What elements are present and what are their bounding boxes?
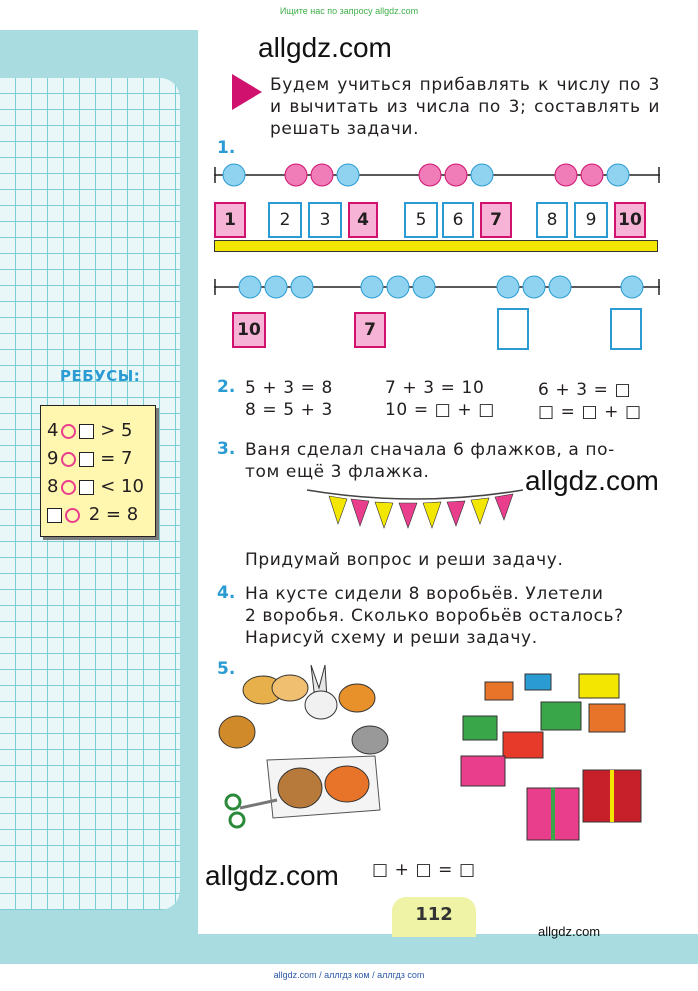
number-box: 10 (614, 202, 646, 238)
number-box: 5 (404, 202, 438, 238)
watermark: allgdz.com (205, 860, 339, 891)
task-number: 2. (217, 377, 236, 397)
rebus-line: 2 = 8 (47, 504, 138, 525)
rebus-box (40, 405, 156, 537)
bead (265, 276, 287, 298)
watermark: allgdz.com (258, 32, 392, 63)
bead (419, 164, 441, 186)
bead (223, 164, 245, 186)
watermark: allgdz.com (525, 465, 659, 496)
task5-equation: □ + □ = □ (372, 860, 476, 880)
empty-answer-box[interactable] (497, 308, 529, 350)
bead (291, 276, 313, 298)
number-box: 4 (348, 202, 378, 238)
bead-line-top (212, 160, 664, 192)
circle-icon (61, 424, 76, 439)
bead (387, 276, 409, 298)
footer-note: allgdz.com / аллгдз ком / аллгдз com (273, 970, 425, 980)
bead (549, 276, 571, 298)
rebus-line: 8 < 10 (47, 476, 144, 497)
rebus-title: РЕБУСЫ: (60, 367, 141, 385)
equation-column: 7 + 3 = 10 10 = □ + □ (385, 378, 495, 420)
task-number: 1. (217, 138, 236, 158)
bead (337, 164, 359, 186)
bead (523, 276, 545, 298)
bead (445, 164, 467, 186)
bead (413, 276, 435, 298)
number-box: 6 (442, 202, 474, 238)
square-icon (47, 508, 62, 523)
bead (607, 164, 629, 186)
gifts-illustration (455, 660, 655, 845)
bead-line-bottom (212, 272, 664, 304)
answer-box: 10 (232, 312, 266, 348)
page-number: 112 (392, 897, 476, 937)
bead (497, 276, 519, 298)
answer-box: 7 (354, 312, 386, 348)
task-question: Придумай вопрос и реши задачу. (245, 550, 564, 570)
number-box: 1 (214, 202, 246, 238)
number-box: 2 (268, 202, 302, 238)
number-box: 3 (308, 202, 342, 238)
play-triangle-icon (230, 72, 264, 112)
task-text: Ваня сделал сначала 6 флажков, а по- том ещё 3 флажка. (245, 440, 615, 482)
square-icon (79, 424, 94, 439)
circle-icon (65, 508, 80, 523)
equation-column: 5 + 3 = 8 8 = 5 + 3 (245, 378, 333, 420)
bead (471, 164, 493, 186)
circle-icon (61, 480, 76, 495)
bead (239, 276, 261, 298)
bead (311, 164, 333, 186)
number-box: 9 (574, 202, 608, 238)
bead (361, 276, 383, 298)
footer-site: allgdz.com (538, 924, 601, 939)
bead (581, 164, 603, 186)
task-number: 3. (217, 439, 236, 459)
square-icon (79, 452, 94, 467)
number-box: 8 (536, 202, 568, 238)
yellow-bar (214, 240, 658, 252)
empty-answer-box[interactable] (610, 308, 642, 350)
circle-icon (61, 452, 76, 467)
square-icon (79, 480, 94, 495)
intro-text: Будем учиться прибавлять к числу по 3 и вычитать из числа по 3; составлять и решать задачи. (270, 75, 660, 139)
top-note: Ищите нас по запросу allgdz.com (279, 6, 419, 16)
masks-illustration (215, 660, 390, 840)
bead (555, 164, 577, 186)
rebus-line: 9 = 7 (47, 448, 133, 469)
rebus-line: 4 > 5 (47, 420, 133, 441)
bead (621, 276, 643, 298)
task-number: 5. (217, 659, 236, 679)
task-number: 4. (217, 583, 236, 603)
flags-garland (305, 486, 525, 532)
number-box: 7 (480, 202, 512, 238)
task-text: На кусте сидели 8 воробьёв. Улетели 2 воробья. Сколько воробьёв осталось? Нарисуй схему и реши задачу. (245, 584, 624, 648)
bead (285, 164, 307, 186)
equation-column: 6 + 3 = □ □ = □ + □ (538, 380, 642, 422)
